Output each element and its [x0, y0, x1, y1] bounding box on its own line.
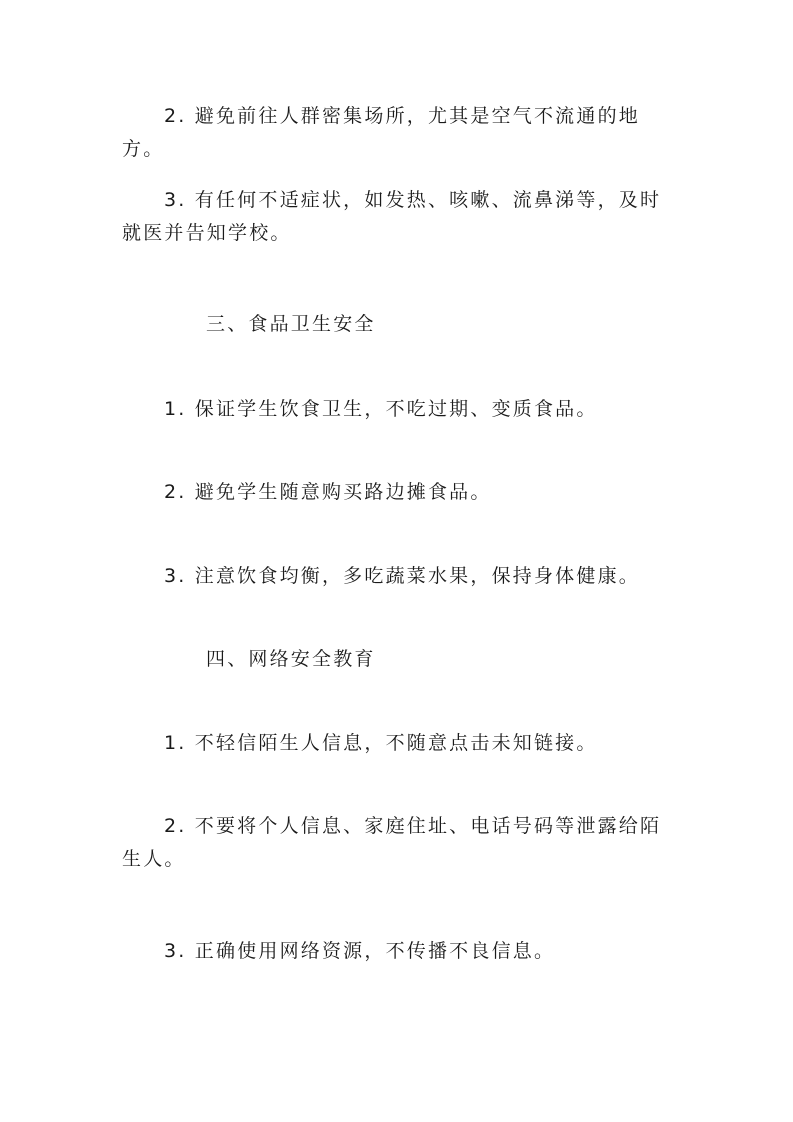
paragraph-network-item-1: 1. 不轻信陌生人信息，不随意点击未知链接。 — [164, 732, 598, 754]
paragraph-food-item-3: 3. 注意饮食均衡，多吃蔬菜水果，保持身体健康。 — [164, 565, 640, 587]
paragraph-food-item-2: 2. 避免学生随意购买路边摊食品。 — [164, 481, 492, 503]
section-heading-network-safety: 四、网络安全教育 — [206, 648, 376, 670]
paragraph-network-item-3: 3. 正确使用网络资源，不传播不良信息。 — [164, 940, 556, 962]
paragraph-epidemic-item-2: 2. 避免前往人群密集场所，尤其是空气不流通的地方。 — [122, 105, 640, 160]
paragraph-food-item-1: 1. 保证学生饮食卫生，不吃过期、变质食品。 — [164, 398, 598, 420]
paragraph-epidemic-item-3: 3. 有任何不适症状，如发热、咳嗽、流鼻涕等，及时就医并告知学校。 — [122, 189, 662, 244]
paragraph-network-item-2: 2. 不要将个人信息、家庭住址、电话号码等泄露给陌生人。 — [122, 815, 662, 870]
section-heading-food-safety: 三、食品卫生安全 — [206, 313, 376, 335]
